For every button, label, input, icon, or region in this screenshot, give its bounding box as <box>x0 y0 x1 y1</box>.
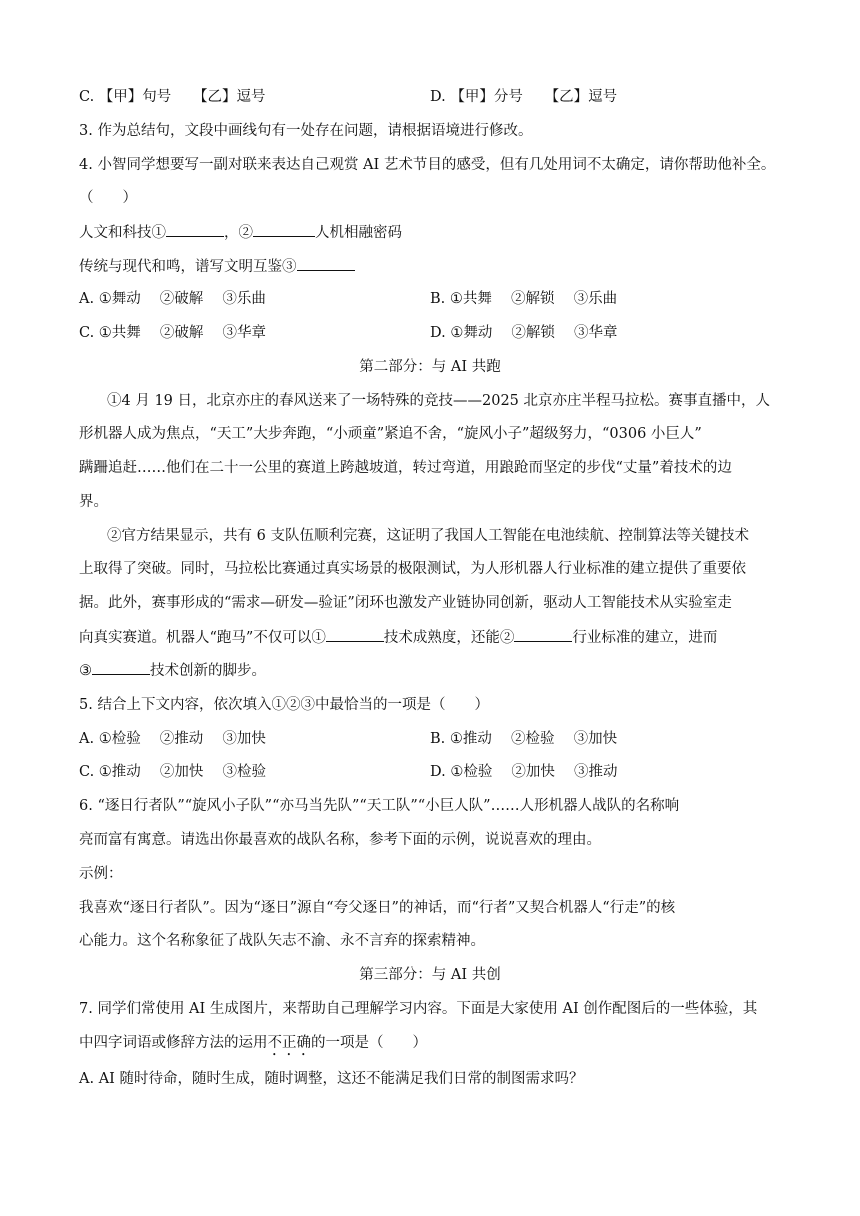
passage-p1-line-2: 形机器人成为焦点，“天工”大步奔跑，“小顽童”紧追不舍，“旋风小子”超级努力，“0306 小巨人” <box>79 426 702 442</box>
example-label: 示例： <box>79 866 123 882</box>
question-4-paren: （ ） <box>79 190 137 206</box>
passage-p1-line-1: ①4 月 19 日，北京亦庄的春风送来了一场特殊的竞技——2025 北京亦庄半程马拉松。赛事直播中，人 <box>107 393 771 409</box>
q2-option-c: C. 【甲】句号 【乙】逗号 <box>79 89 266 105</box>
couplet-2-part-a: 传统与现代和鸣，谱写文明互鉴③ <box>79 259 297 275</box>
example-line-2: 心能力。这个名称象征了战队矢志不渝、永不言弃的探索精神。 <box>79 933 485 949</box>
couplet-1-part-b: ，② <box>224 225 253 241</box>
answer-blank <box>514 627 572 642</box>
q5-option-a: A. ①检验 ②推动 ③加快 <box>79 731 266 747</box>
emphasized-text: 不正确 <box>267 1035 311 1051</box>
passage-p2-line-5 <box>79 660 266 681</box>
q5-option-c: C. ①推动 ②加快 ③检验 <box>79 764 267 780</box>
answer-blank <box>326 627 384 642</box>
passage-p2-line-1: ②官方结果显示，共有 6 支队伍顺利完赛，这证明了我国人工智能在电池续航、控制算法等关键技术 <box>107 528 749 544</box>
part-3-title: 第三部分：与 AI 共创 <box>359 967 501 983</box>
part-2-title: 第二部分：与 AI 共跑 <box>359 359 501 375</box>
q4-option-a: A. ①舞动 ②破解 ③乐曲 <box>79 291 266 307</box>
question-5-stem: 5. 结合上下文内容，依次填入①②③中最恰当的一项是（ ） <box>79 697 489 713</box>
answer-blank <box>253 222 315 237</box>
question-3: 3. 作为总结句，文段中画线句有一处存在问题，请根据语境进行修改。 <box>79 123 533 139</box>
q2-option-d: D. 【甲】分号 【乙】逗号 <box>430 89 618 105</box>
passage-p2-line-5-a: ③ <box>79 663 92 679</box>
q7-line-2-b: 的一项是（ ） <box>311 1035 427 1051</box>
passage-p2-line-5-b: 技术创新的脚步。 <box>150 663 266 679</box>
couplet-1-part-c: 人机相融密码 <box>315 225 402 241</box>
passage-p2-line-4-c: 行业标准的建立，进而 <box>572 630 718 646</box>
q7-line-2-a: 中四字词语或修辞方法的运用 <box>79 1035 268 1051</box>
answer-blank <box>166 222 224 237</box>
q7-option-a: A. AI 随时待命，随时生成，随时调整，这还不能满足我们日常的制图需求吗？ <box>79 1071 584 1087</box>
couplet-line-1 <box>79 222 402 243</box>
q4-option-c: C. ①共舞 ②破解 ③华章 <box>79 325 267 341</box>
couplet-1-part-a: 人文和科技① <box>79 225 166 241</box>
example-line-1: 我喜欢“逐日行者队”。因为“逐日”源自“夸父逐日”的神话，而“行者”又契合机器人“行走”的核 <box>79 900 676 916</box>
question-4-stem: 4. 小智同学想要写一副对联来表达自己观赏 AI 艺术节目的感受，但有几处用词不太确定，请你帮助他补全。 <box>79 157 776 173</box>
passage-p1-line-3: 蹒跚追赶……他们在二十一公里的赛道上跨越坡道，转过弯道，用踉跄而坚定的步伐“丈量”着技术的边 <box>79 460 732 476</box>
answer-blank <box>297 256 355 271</box>
passage-p2-line-4-b: 技术成熟度，还能② <box>383 630 515 646</box>
q4-option-b: B. ①共舞 ②解锁 ③乐曲 <box>430 291 618 307</box>
passage-p2-line-4 <box>79 627 717 648</box>
question-6-line-1: 6. “逐日行者队”“旋风小子队”“亦马当先队”“天工队”“小巨人队”……人形机器人战队的名称响 <box>79 798 680 814</box>
q4-option-d: D. ①舞动 ②解锁 ③华章 <box>430 325 618 341</box>
couplet-line-2 <box>79 256 355 277</box>
question-6-line-2: 亮而富有寓意。请选出你最喜欢的战队名称，参考下面的示例，说说喜欢的理由。 <box>79 832 601 848</box>
passage-p1-line-4: 界。 <box>79 494 108 510</box>
passage-p2-line-3: 据。此外，赛事形成的“需求—研发—验证”闭环也激发产业链协同创新，驱动人工智能技术从实验室走 <box>79 595 732 611</box>
passage-p2-line-2: 上取得了突破。同时，马拉松比赛通过真实场景的极限测试，为人形机器人行业标准的建立提供了重要依 <box>79 561 746 577</box>
q5-option-d: D. ①检验 ②加快 ③推动 <box>430 764 618 780</box>
question-7-line-1: 7. 同学们常使用 AI 生成图片，来帮助自己理解学习内容。下面是大家使用 AI 创作配图后的一些体验，其 <box>79 1001 758 1017</box>
question-7-line-2 <box>79 1033 427 1059</box>
answer-blank <box>92 660 150 675</box>
passage-p2-line-4-a: 向真实赛道。机器人“跑马”不仅可以① <box>79 630 326 646</box>
q5-option-b: B. ①推动 ②检验 ③加快 <box>430 731 618 747</box>
